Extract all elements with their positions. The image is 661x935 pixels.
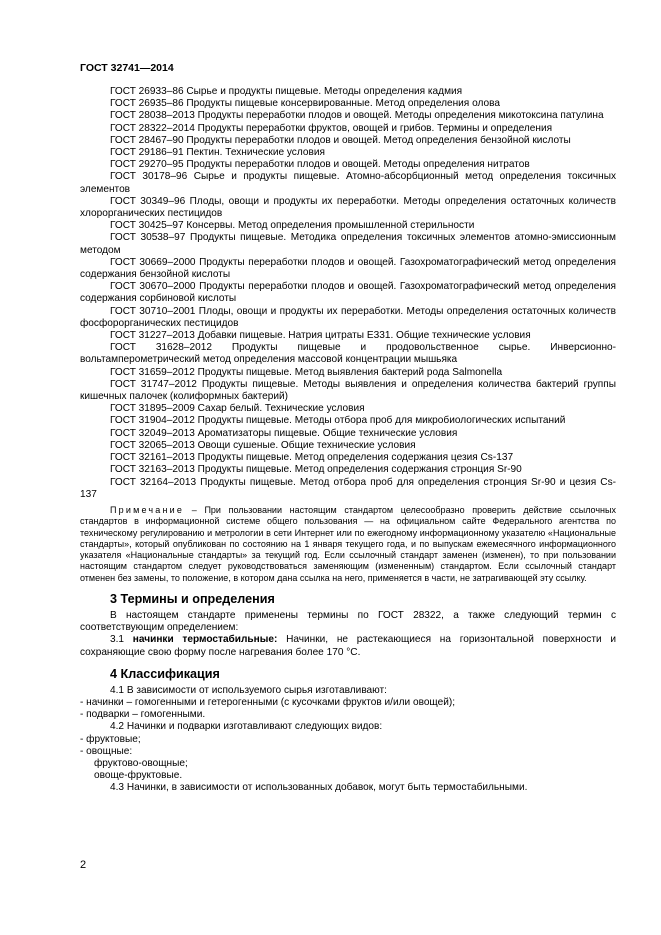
reference-item: ГОСТ 30178–96 Сырье и продукты пищевые. Атомно-абсорбционный метод определения токсичных элементов	[80, 171, 616, 195]
document-body	[80, 86, 616, 795]
section-3-heading: 3 Термины и определения	[110, 591, 275, 606]
term-definition	[80, 634, 616, 658]
clause-4-1: 4.1 В зависимости от используемого сырья изготавливают:	[110, 684, 387, 696]
reference-item: ГОСТ 31628–2012 Продукты пищевые и продовольственное сырье. Инверсионно-вольтамперометрический метод определения массовой концентрации мышьяка	[80, 342, 616, 366]
reference-item: ГОСТ 26935–86 Продукты пищевые консервированные. Метод определения олова	[110, 98, 500, 110]
reference-item: ГОСТ 30538–97 Продукты пищевые. Методика определения токсичных элементов атомно-эмиссионным методом	[80, 232, 616, 256]
reference-item: ГОСТ 32163–2013 Продукты пищевые. Метод определения содержания стронция Sr-90	[110, 464, 522, 476]
section-4-heading: 4 Классификация	[110, 666, 220, 681]
reference-item: ГОСТ 28467–90 Продукты переработки плодов и овощей. Метод определения бензойной кислоты	[110, 134, 571, 146]
term-text: Начинки, не растекающиеся на горизонтальной поверхности и сохраняющие свою форму после нагревания более 170 °С.	[80, 634, 617, 658]
reference-item: ГОСТ 30669–2000 Продукты переработки плодов и овощей. Газохроматографический метод определения содержания бензойной кислоты	[80, 256, 616, 281]
note-text: – При пользовании настоящим стандартом целесообразно проверить действие ссылочных стандартов в информационной системе общего пользования — на официальном сайте Федерального агентства по техническому регулированию и метрологии в сети Интернет или по ежегодному информационному указателю «Национальные стандарты», который опубликован по состоянию на 1 января текущего года, и по выпускам ежемесячного информационного указателя «Национальные стандарты» за текущий год. Если ссылочный стандарт заменен (изменен), то при пользовании настоящим стандартом следует руководствоваться заменяющим (измененным) стандартом. Если ссылочный стандарт отменен без замены, то положение, в котором дана ссылка на него, применяется в части, не затрагивающей эту ссылку.	[80, 504, 616, 583]
reference-item: ГОСТ 31659–2012 Продукты пищевые. Метод выявления бактерий рода Salmonella	[110, 366, 503, 378]
reference-item: ГОСТ 31895–2009 Сахар белый. Технические условия	[110, 403, 365, 415]
reference-item: ГОСТ 28038–2013 Продукты переработки плодов и овощей. Методы определения микотоксина патулина	[110, 110, 604, 122]
reference-item: ГОСТ 32065–2013 Овощи сушеные. Общие технические условия	[110, 439, 416, 451]
note-label: Примечание	[110, 504, 185, 515]
section-3-intro: В настоящем стандарте применены термины по ГОСТ 28322, а также следующий термин с соответствующим определением:	[80, 609, 616, 634]
reference-item: ГОСТ 26933–86 Сырье и продукты пищевые. Методы определения кадмия	[110, 86, 463, 97]
list-item: - начинки – гомогенными и гетерогенными (с кусочками фруктов и/или овощей);	[80, 697, 456, 708]
reference-item: ГОСТ 32164–2013 Продукты пищевые. Метод отбора проб для определения стронция Sr-90 и цезия Cs-137	[80, 476, 616, 500]
clause-4-2: 4.2 Начинки и подварки изготавливают следующих видов:	[110, 721, 383, 733]
reference-item: ГОСТ 31904–2012 Продукты пищевые. Методы отбора проб для микробиологических испытаний	[110, 415, 566, 427]
sub-list-item: фруктово-овощные;	[94, 758, 188, 770]
list-item: - подварки – гомогенными.	[80, 709, 206, 721]
normative-references-list	[80, 86, 616, 501]
reference-item: ГОСТ 30349–96 Плоды, овощи и продукты их переработки. Методы определения остаточных количеств хлорорганических пестицидов	[80, 195, 616, 220]
reference-item: ГОСТ 29186–91 Пектин. Технические условия	[110, 147, 325, 159]
clause-4-3: 4.3 Начинки, в зависимости от использованных добавок, могут быть термостабильными.	[110, 782, 528, 794]
reference-item: ГОСТ 31747–2012 Продукты пищевые. Методы выявления и определения количества бактерий группы кишечных палочек (колиформных бактерий)	[80, 378, 616, 403]
reference-item: ГОСТ 28322–2014 Продукты переработки фруктов, овощей и грибов. Термины и определения	[110, 122, 553, 134]
reference-item: ГОСТ 30710–2001 Плоды, овощи и продукты их переработки. Методы определения остаточных количеств фосфорорганических пестицидов	[80, 305, 616, 329]
document-header: ГОСТ 32741—2014	[80, 62, 174, 74]
reference-item: ГОСТ 32049–2013 Ароматизаторы пищевые. Общие технические условия	[110, 427, 458, 439]
term-name: начинки термостабильные:	[132, 634, 278, 646]
reference-item: ГОСТ 30670–2000 Продукты переработки плодов и овощей. Газохроматографический метод определения содержания сорбиновой кислоты	[80, 281, 616, 305]
references-note	[80, 505, 616, 584]
reference-item: ГОСТ 30425–97 Консервы. Метод определения промышленной стерильности	[110, 220, 475, 232]
reference-item: ГОСТ 31227–2013 Добавки пищевые. Натрия цитраты Е331. Общие технические условия	[110, 330, 531, 342]
term-number: 3.1	[110, 634, 133, 646]
page-number: 2	[80, 859, 87, 871]
reference-item: ГОСТ 29270–95 Продукты переработки плодов и овощей. Методы определения нитратов	[110, 159, 530, 171]
list-item: - овощные:	[80, 745, 133, 757]
sub-list-item: овоще-фруктовые.	[94, 770, 183, 782]
list-item: - фруктовые;	[80, 733, 141, 745]
reference-item: ГОСТ 32161–2013 Продукты пищевые. Метод определения содержания цезия Cs-137	[110, 452, 514, 464]
